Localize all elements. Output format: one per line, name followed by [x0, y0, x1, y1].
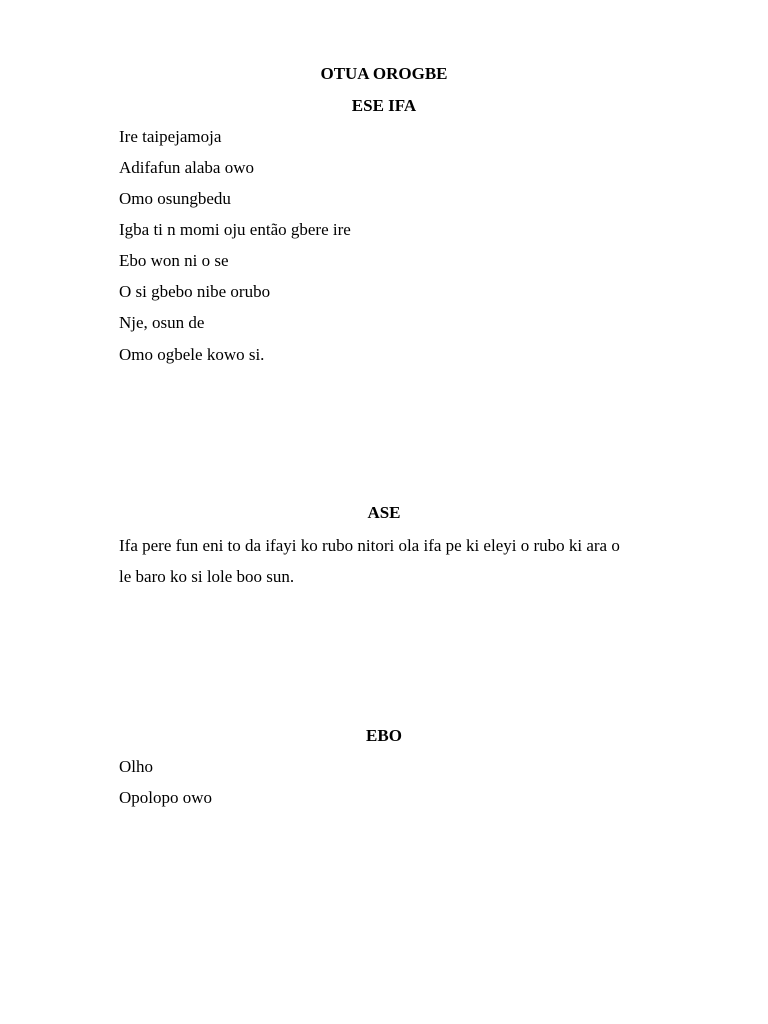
- paragraph-line: Ifa pere fun eni to da ifayi ko rubo nitori ola ifa pe ki eleyi o rubo ki ara o: [119, 536, 620, 555]
- verse-line: O si gbebo nibe orubo: [119, 282, 271, 301]
- verse-line: Omo osungbedu: [119, 189, 231, 208]
- section-heading-ese-ifa: ESE IFA: [351, 96, 417, 115]
- verse-line: Igba ti n momi oju então gbere ire: [119, 220, 351, 239]
- document-title: OTUA OROGBE: [320, 64, 448, 83]
- offering-line: Olho: [119, 757, 153, 776]
- verse-line: Ebo won ni o se: [119, 251, 229, 270]
- verse-line: Nje, osun de: [119, 313, 205, 332]
- verse-line: Omo ogbele kowo si.: [119, 345, 265, 364]
- section-heading-ebo: EBO: [366, 726, 402, 745]
- paragraph-line: le baro ko si lole boo sun.: [119, 567, 295, 586]
- verse-line: Ire taipejamoja: [119, 127, 222, 146]
- section-heading-ase: ASE: [367, 503, 401, 522]
- offering-line: Opolopo owo: [119, 788, 213, 807]
- verse-line: Adifafun alaba owo: [119, 158, 255, 177]
